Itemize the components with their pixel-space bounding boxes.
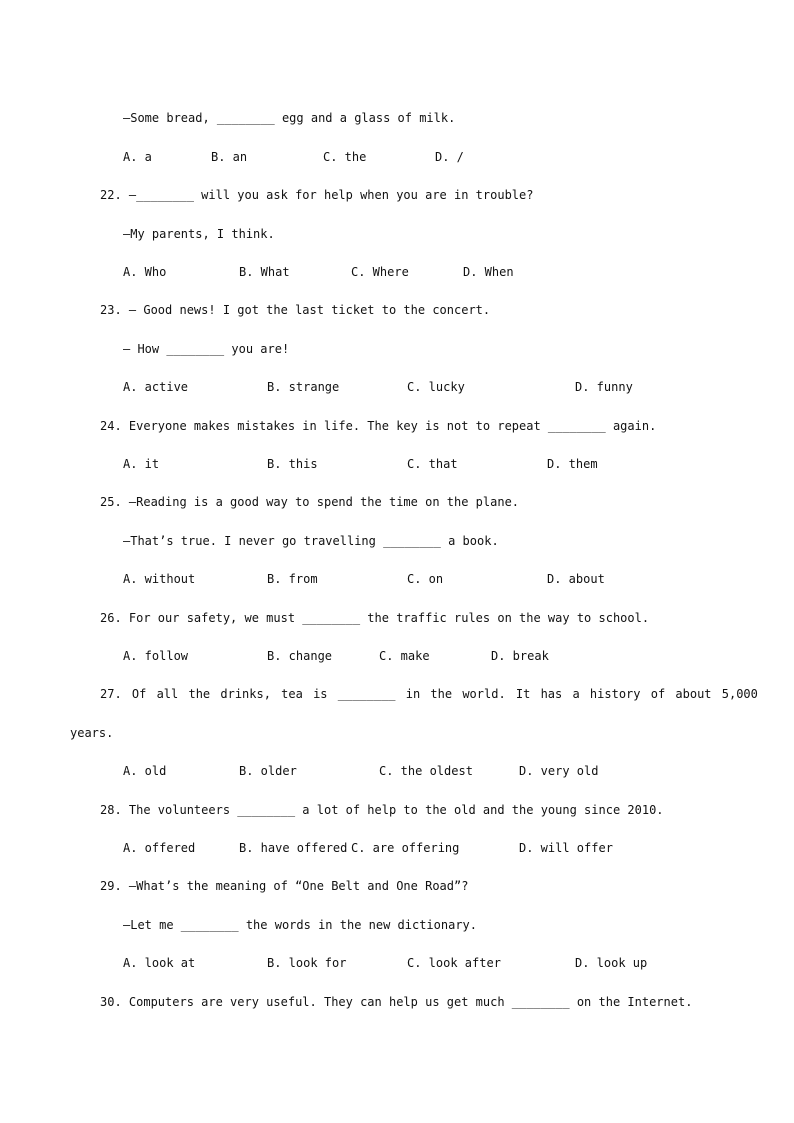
- q23-stem: 23. — Good news! I got the last ticket to the concert.: [100, 303, 491, 317]
- option-d: D. funny: [575, 380, 633, 394]
- option-b: B. have offered: [239, 841, 348, 855]
- q25-reply: —That’s true. I never go travelling ________ a book.: [123, 534, 499, 548]
- q23-reply: — How ________ you are!: [123, 342, 290, 356]
- option-b: B. this: [267, 457, 318, 471]
- q30-stem: 30. Computers are very useful. They can help us get much ________ on the Internet.: [100, 995, 693, 1009]
- q21-answer-line: —Some bread, ________ egg and a glass of milk.: [123, 111, 456, 125]
- option-c: C. on: [407, 572, 444, 586]
- q28-stem: 28. The volunteers ________ a lot of help to the old and the young since 2010.: [100, 803, 664, 817]
- option-a: A. active: [123, 380, 189, 394]
- option-c: C. lucky: [407, 380, 465, 394]
- option-a: A. it: [123, 457, 160, 471]
- option-b: B. older: [239, 764, 297, 778]
- option-d: D. will offer: [519, 841, 613, 855]
- option-c: C. look after: [407, 956, 501, 970]
- q24-stem: 24. Everyone makes mistakes in life. The key is not to repeat ________ again.: [100, 419, 657, 433]
- option-d: D. about: [547, 572, 605, 586]
- option-a: A. offered: [123, 841, 196, 855]
- q26-stem: 26. For our safety, we must ________ the traffic rules on the way to school.: [100, 611, 650, 625]
- option-a: A. look at: [123, 956, 196, 970]
- option-b: B. look for: [267, 956, 347, 970]
- q29-reply: —Let me ________ the words in the new dictionary.: [123, 918, 478, 932]
- q22-stem: 22. —________ will you ask for help when you are in trouble?: [100, 188, 534, 202]
- option-c: C. the: [323, 150, 367, 164]
- q27-stem: 27. Of all the drinks, tea is ________ in the world. It has a history of about 5,000: [100, 687, 758, 701]
- q27-continuation: years.: [70, 726, 114, 740]
- option-c: C. make: [379, 649, 430, 663]
- option-b: B. from: [267, 572, 318, 586]
- q25-stem: 25. —Reading is a good way to spend the time on the plane.: [100, 495, 520, 509]
- option-c: C. Where: [351, 265, 409, 279]
- option-d: D. them: [547, 457, 598, 471]
- q29-stem: 29. —What’s the meaning of “One Belt and One Road”?: [100, 879, 469, 893]
- option-a: A. a: [123, 150, 152, 164]
- option-d: D. When: [463, 265, 514, 279]
- option-d: D. look up: [575, 956, 648, 970]
- option-a: A. follow: [123, 649, 189, 663]
- option-d: D. very old: [519, 764, 599, 778]
- option-b: B. change: [267, 649, 333, 663]
- option-a: A. without: [123, 572, 196, 586]
- option-a: A. old: [123, 764, 167, 778]
- q22-reply: —My parents, I think.: [123, 227, 275, 241]
- option-b: B. What: [239, 265, 290, 279]
- option-b: B. strange: [267, 380, 340, 394]
- option-c: C. are offering: [351, 841, 460, 855]
- option-d: D. /: [435, 150, 464, 164]
- option-c: C. that: [407, 457, 458, 471]
- option-d: D. break: [491, 649, 549, 663]
- option-b: B. an: [211, 150, 248, 164]
- option-a: A. Who: [123, 265, 167, 279]
- option-c: C. the oldest: [379, 764, 473, 778]
